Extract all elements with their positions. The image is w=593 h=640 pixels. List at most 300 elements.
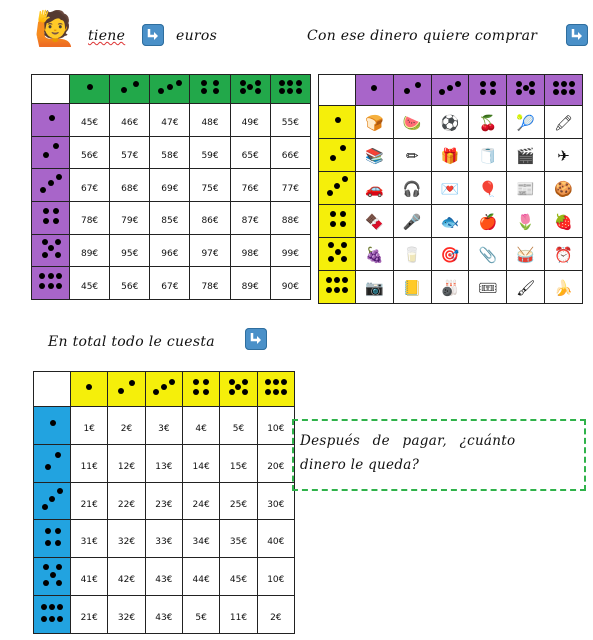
price-cell-text: 14€ [192, 461, 210, 472]
price-cell [145, 407, 182, 445]
die-pip [341, 256, 347, 262]
price-cell [257, 482, 294, 520]
price-cell [182, 596, 219, 634]
die-3-icon [151, 375, 177, 399]
die-pip [87, 84, 93, 90]
die-pip [121, 87, 127, 93]
die-pip [326, 287, 332, 293]
price-cell [150, 234, 190, 267]
item-cell-text: 🍌 [554, 278, 573, 297]
die-pip [213, 88, 219, 94]
item-cell-text: ⏰ [554, 245, 573, 264]
price-cell-text: 96€ [161, 248, 179, 259]
price-cell [182, 520, 219, 558]
die-pip [287, 88, 293, 94]
item-cell-text: 📚 [365, 146, 384, 165]
table-row [319, 205, 583, 238]
price-cell [71, 407, 108, 445]
die-1-icon [361, 78, 388, 98]
price-cell [110, 136, 150, 169]
table-row [34, 520, 295, 558]
price-cell [270, 201, 310, 234]
item-cell-text: 🎁 [440, 146, 460, 165]
die-2-icon [113, 375, 139, 399]
item-cell-text: 🎳 [440, 278, 460, 297]
die-pip [43, 152, 49, 158]
price-cell-text: 3€ [158, 423, 170, 434]
die-pip [340, 211, 346, 217]
die-1-icon [36, 106, 65, 130]
header-row [319, 75, 583, 106]
die-pip [439, 89, 445, 95]
die-pip [201, 88, 207, 94]
header-die-cell [507, 75, 545, 106]
price-cell-text: 88€ [281, 216, 299, 227]
table-row [32, 104, 311, 137]
price-cell [257, 444, 294, 482]
price-cell [71, 596, 108, 634]
die-pip [42, 239, 48, 245]
price-cell-text: 2€ [270, 613, 282, 624]
price-cell [257, 520, 294, 558]
die-pip [56, 564, 62, 570]
price-cell-text: 67€ [161, 281, 179, 292]
item-cell-text: 🎯 [440, 245, 460, 264]
header-die-cell [110, 75, 150, 104]
item-cell-text: ✈ [557, 146, 570, 165]
price-cell-text: 67€ [80, 183, 99, 194]
price-cell-text: 78€ [80, 216, 99, 227]
die-pip [529, 89, 535, 95]
die-pip [201, 80, 207, 86]
die-pip [129, 380, 135, 386]
item-cell [431, 238, 469, 271]
die-pip [56, 283, 62, 289]
price-cell [270, 136, 310, 169]
header-die-cell [182, 372, 219, 407]
table-row [319, 172, 583, 205]
die-pip [447, 85, 453, 91]
die-pip [203, 389, 209, 395]
die-pip [235, 384, 241, 390]
header-die-cell [108, 372, 145, 407]
price-cell [230, 267, 270, 300]
price-cell [220, 482, 257, 520]
arrow-down-right-icon [566, 24, 588, 46]
price-cell [108, 407, 145, 445]
item-cell-text: 🍎 [478, 212, 498, 231]
price-cell-text: 89€ [80, 248, 99, 259]
price-cell-text: 11€ [229, 613, 248, 624]
die-5-icon [36, 237, 65, 261]
die-pip [334, 287, 340, 293]
die-pip [169, 379, 175, 385]
euros-label: euros [176, 28, 218, 44]
price-cell-text: 30€ [267, 499, 285, 510]
die-pip [326, 277, 332, 283]
die-pip [41, 616, 47, 622]
die-pip [455, 81, 461, 87]
die-4-icon [38, 522, 66, 551]
die-pip [296, 88, 302, 94]
item-cell-text: 🖌 [516, 278, 536, 297]
die-pip [240, 80, 246, 86]
die-pip [41, 604, 47, 610]
item-cell [545, 106, 583, 139]
price-cell-text: 69€ [161, 183, 179, 194]
die-pip [56, 273, 62, 279]
table-row [34, 444, 295, 482]
item-cell [469, 271, 507, 304]
side-die-cell [319, 106, 356, 139]
die-pip [153, 389, 159, 395]
table-row [32, 136, 311, 169]
table-row [32, 234, 311, 267]
price-cell-text: 43€ [155, 613, 173, 624]
die-pip [342, 287, 348, 293]
price-cell-text: 41€ [80, 575, 98, 586]
price-cell [150, 201, 190, 234]
price-cell-text: 76€ [241, 183, 259, 194]
die-6-icon [36, 269, 65, 293]
item-cell [507, 205, 545, 238]
item-cell [545, 238, 583, 271]
die-2-icon [115, 78, 144, 96]
item-cell-text: 🎤 [402, 212, 422, 231]
price-cell-text: 86€ [201, 216, 219, 227]
price-cell-text: 24€ [192, 499, 210, 510]
die-pip [480, 81, 486, 87]
die-pip [255, 88, 261, 94]
side-die-cell [34, 596, 71, 634]
die-pip [490, 89, 496, 95]
die-pip [516, 81, 522, 87]
die-pip [553, 89, 559, 95]
header-die-cell [257, 372, 294, 407]
die-pip [48, 273, 54, 279]
item-cell-text: 🥛 [402, 245, 422, 264]
die-6-icon [276, 78, 305, 96]
price-cell [230, 169, 270, 202]
item-cell [469, 106, 507, 139]
die-6-icon [550, 78, 577, 98]
die-pip [334, 277, 340, 283]
die-4-icon [474, 78, 501, 98]
item-cell [393, 106, 431, 139]
die-pip [265, 379, 271, 385]
die-pip [158, 88, 164, 94]
side-die-cell [34, 520, 71, 558]
die-pip [167, 84, 173, 90]
item-cell [469, 139, 507, 172]
side-die-cell [319, 205, 356, 238]
price-cell-text: 22€ [117, 499, 136, 510]
price-cell-text: 20€ [267, 461, 285, 472]
item-cell-text: 🍓 [554, 212, 573, 231]
item-cell-text: 🎧 [402, 179, 422, 198]
die-pip [48, 180, 54, 186]
item-cell [431, 106, 469, 139]
price-cell [220, 520, 257, 558]
die-pip [49, 115, 55, 121]
price-cell [220, 596, 257, 634]
arrow-down-right-icon [142, 24, 164, 46]
price-cell [270, 169, 310, 202]
price-cell [190, 234, 230, 267]
price-cell-text: 32€ [117, 613, 136, 624]
header-die-cell [220, 372, 257, 407]
price-cell [108, 520, 145, 558]
price-cell [230, 136, 270, 169]
die-pip [42, 252, 48, 258]
table-row [319, 271, 583, 304]
die-pip [340, 221, 346, 227]
price-cell [150, 267, 190, 300]
die-pip [40, 187, 46, 193]
die-pip [49, 496, 55, 502]
die-pip [516, 89, 522, 95]
die-5-icon [512, 78, 539, 98]
die-pip [50, 572, 56, 578]
item-cell [356, 106, 394, 139]
die-pip [342, 176, 348, 182]
side-die-cell [32, 234, 70, 267]
die-pip [273, 389, 279, 395]
price-cell [220, 444, 257, 482]
die-pip [53, 218, 59, 224]
price-cell-text: 32€ [117, 537, 136, 548]
item-cell-text: 🍇 [365, 245, 384, 264]
header-row [34, 372, 295, 407]
price-cell-text: 13€ [155, 461, 173, 472]
item-cell [356, 238, 394, 271]
price-cell [145, 596, 182, 634]
price-cell [190, 169, 230, 202]
price-cell [108, 596, 145, 634]
price-cell-text: 42€ [117, 575, 136, 586]
die-pip [176, 80, 182, 86]
side-die-cell [319, 271, 356, 304]
header-die-cell [190, 75, 230, 104]
die-pip [480, 89, 486, 95]
die-1-icon [76, 375, 102, 399]
item-cell-text: 🎬 [516, 146, 536, 165]
side-die-cell [32, 267, 70, 300]
header-die-cell [356, 75, 394, 106]
header-die-cell [145, 372, 182, 407]
die-1-icon [38, 409, 66, 438]
price-cell [182, 558, 219, 596]
price-cell [70, 201, 110, 234]
die-pip [273, 379, 279, 385]
price-cell-text: 5€ [195, 613, 207, 624]
price-cell [108, 444, 145, 482]
die-pip [45, 528, 51, 534]
die-3-icon [38, 485, 66, 514]
price-cell-text: 46€ [121, 118, 139, 129]
price-cell [71, 558, 108, 596]
die-4-icon [36, 204, 65, 228]
item-cell-text: ✏ [405, 146, 419, 165]
die-pip [334, 183, 340, 189]
price-cell-text: 99€ [281, 248, 299, 259]
price-cell [190, 201, 230, 234]
item-cell-text: 🥁 [516, 245, 536, 264]
side-die-cell [319, 139, 356, 172]
price-cell-text: 45€ [229, 575, 248, 586]
item-cell [545, 139, 583, 172]
price-cell [145, 558, 182, 596]
die-pip [287, 80, 293, 86]
price-grid-2 [33, 371, 295, 634]
child-avatar-icon: 🙋 [34, 9, 77, 49]
item-cell [356, 172, 394, 205]
price-cell-text: 75€ [201, 183, 219, 194]
price-cell [182, 482, 219, 520]
price-cell-text: 45€ [80, 118, 99, 129]
die-pip [561, 89, 567, 95]
die-pip [49, 616, 55, 622]
item-cell-text: 🍞 [365, 113, 384, 132]
side-die-cell [32, 201, 70, 234]
price-cell-text: 68€ [121, 183, 139, 194]
die-pip [43, 208, 49, 214]
price-cell [71, 444, 108, 482]
price-cell-text: 98€ [241, 248, 259, 259]
price-cell [145, 520, 182, 558]
side-die-cell [34, 444, 71, 482]
die-pip [529, 81, 535, 87]
item-cell-text: 🌷 [516, 212, 536, 231]
die-pip [193, 389, 199, 395]
table-row [34, 407, 295, 445]
price-cell-text: 21€ [80, 499, 98, 510]
item-cell-text: 🍫 [365, 212, 384, 231]
price-cell [110, 169, 150, 202]
die-pip [50, 420, 56, 426]
price-cell-text: 34€ [192, 537, 210, 548]
price-cell-text: 65€ [241, 150, 259, 161]
price-cell [270, 104, 310, 137]
item-cell-text: 🍉 [402, 113, 422, 132]
total-title: En total todo le cuesta [48, 334, 215, 350]
die-6-icon [263, 375, 289, 399]
price-cell-text: 78€ [201, 281, 219, 292]
item-cell-text: 📒 [402, 278, 422, 297]
price-cell-text: 90€ [281, 281, 299, 292]
price-cell [230, 201, 270, 234]
price-cell-text: 10€ [267, 575, 285, 586]
die-pip [133, 81, 139, 87]
price-cell-text: 15€ [229, 461, 248, 472]
die-pip [86, 384, 92, 390]
item-cell [507, 172, 545, 205]
die-1-icon [75, 78, 104, 96]
side-die-cell [319, 172, 356, 205]
price-cell [190, 136, 230, 169]
question-box [292, 419, 586, 491]
die-pip [330, 221, 336, 227]
side-die-cell [319, 238, 356, 271]
price-cell [257, 596, 294, 634]
item-cell [356, 205, 394, 238]
item-cell [431, 172, 469, 205]
price-cell-text: 45€ [80, 281, 99, 292]
die-pip [45, 540, 51, 546]
item-cell [393, 205, 431, 238]
side-die-cell [32, 169, 70, 202]
header-die-cell [270, 75, 310, 104]
die-pip [279, 80, 285, 86]
die-4-icon [195, 78, 224, 96]
price-cell-text: 95€ [121, 248, 139, 259]
item-cell [545, 271, 583, 304]
price-cell-text: 33€ [155, 537, 173, 548]
price-cell-text: 56€ [121, 281, 139, 292]
table-row [34, 596, 295, 634]
die-pip [569, 81, 575, 87]
price-cell-text: 23€ [155, 499, 173, 510]
item-cell-text: ⚽ [440, 113, 460, 132]
die-pip [279, 88, 285, 94]
item-cell-text: 💌 [440, 179, 460, 198]
die-pip [229, 389, 235, 395]
price-cell [270, 267, 310, 300]
price-cell [150, 169, 190, 202]
die-3-icon [323, 174, 351, 198]
header-die-cell [545, 75, 583, 106]
die-pip [335, 249, 341, 255]
item-cell-text: 🎈 [478, 179, 498, 198]
die-6-icon [323, 273, 351, 297]
die-pip [340, 145, 346, 151]
table-row [32, 201, 311, 234]
price-cell-text: 47€ [161, 118, 179, 129]
header-die-cell [431, 75, 469, 106]
die-pip [43, 580, 49, 586]
side-die-cell [34, 558, 71, 596]
die-pip [330, 155, 336, 161]
die-2-icon [399, 78, 426, 98]
price-cell [230, 234, 270, 267]
price-cell [110, 104, 150, 137]
die-pip [242, 379, 248, 385]
die-pip [490, 81, 496, 87]
price-cell-text: 57€ [121, 150, 139, 161]
die-pip [43, 218, 49, 224]
table-row [34, 482, 295, 520]
price-cell-text: 11€ [80, 461, 98, 472]
price-cell-text: 56€ [80, 150, 99, 161]
price-cell-text: 85€ [161, 216, 179, 227]
price-cell [145, 444, 182, 482]
price-cell-text: 49€ [241, 118, 259, 129]
item-cell-text: 🎾 [516, 113, 536, 132]
die-pip [203, 379, 209, 385]
price-cell-text: 48€ [201, 118, 219, 129]
price-cell-text: 40€ [267, 537, 285, 548]
item-grid [318, 74, 583, 304]
price-cell-text: 87€ [241, 216, 259, 227]
die-pip [296, 80, 302, 86]
price-cell-text: 58€ [161, 150, 179, 161]
item-cell [545, 172, 583, 205]
price-cell-text: 35€ [229, 537, 248, 548]
die-pip [57, 488, 63, 494]
price-cell [182, 444, 219, 482]
die-pip [55, 252, 61, 258]
header-die-cell [230, 75, 270, 104]
